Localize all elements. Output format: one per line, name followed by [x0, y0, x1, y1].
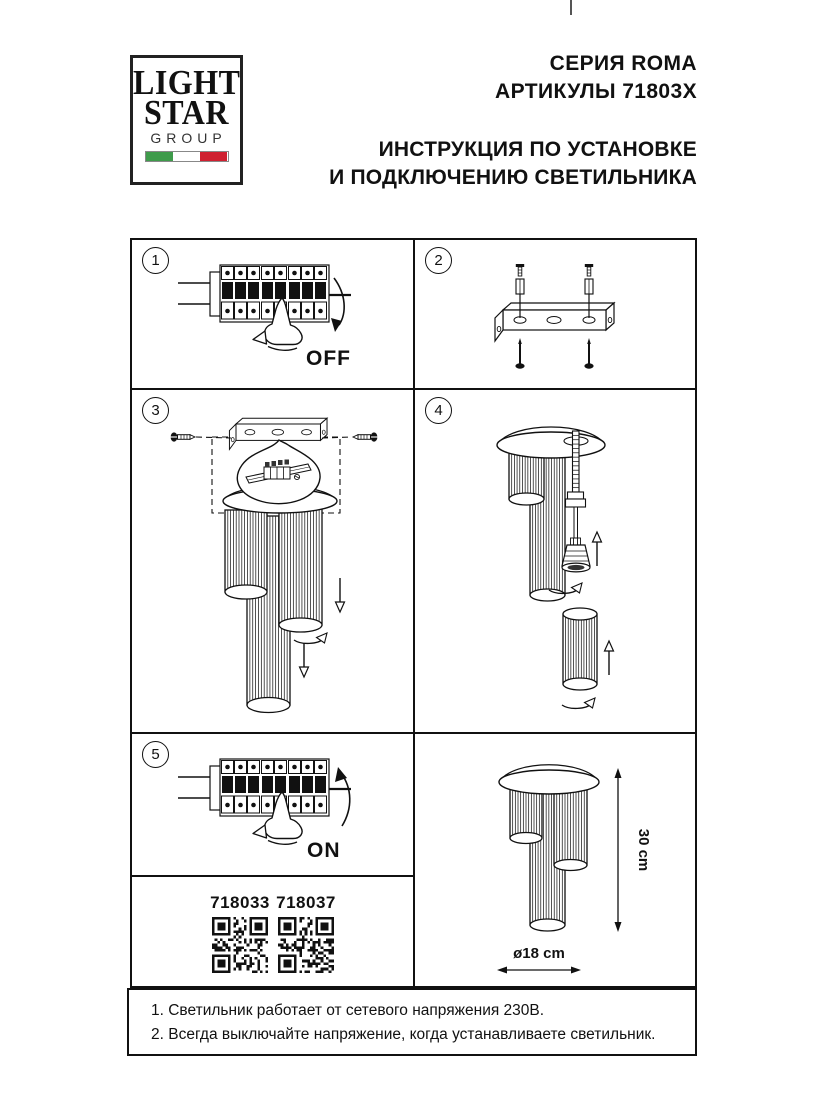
height-dimension — [615, 768, 653, 932]
circuit-breaker-drawing — [178, 265, 351, 350]
logo-text-light: LIGHT — [133, 62, 241, 102]
logo-text-star: STAR — [144, 92, 229, 132]
circuit-breaker-drawing — [178, 759, 351, 844]
note-1: 1. Светильник работает от сетевого напряжения 230В. — [151, 1002, 545, 1019]
qr-item-718033 — [209, 893, 271, 973]
wiring-zoom-balloon — [237, 440, 320, 504]
on-label: ON — [307, 839, 341, 862]
off-label: OFF — [306, 347, 351, 370]
detached-cylinder — [563, 608, 597, 690]
threaded-rod — [573, 431, 580, 492]
step-3-illustration-wiring — [132, 390, 413, 732]
canopy-rim — [497, 432, 605, 458]
step-4-illustration-lamp — [415, 390, 695, 732]
note-2: 2. Всегда выключайте напряжение, когда устанавливаете светильник. — [151, 1026, 656, 1043]
step-1-panel — [132, 240, 413, 388]
switch-up-arrow — [341, 773, 350, 826]
step-5-illustration-breaker-on — [132, 734, 413, 875]
italian-flag-stripe — [145, 151, 229, 162]
rotate-arrow-icon — [562, 698, 595, 708]
screw-right — [584, 338, 593, 369]
qr-code-image — [212, 917, 268, 973]
step-3-panel — [132, 390, 413, 732]
lightstar-logo — [130, 55, 243, 185]
qr-codes-panel — [132, 877, 413, 986]
switch-down-arrow — [334, 278, 344, 325]
header-series-block — [495, 50, 697, 106]
down-arrow-icon — [300, 643, 309, 677]
instruction-grid — [130, 238, 697, 988]
doc-title-line1: ИНСТРУКЦИЯ ПО УСТАНОВКЕ — [378, 138, 697, 161]
side-screw-left — [170, 432, 195, 441]
step-5-badge: 5 — [142, 741, 169, 768]
height-dimension-label: 30 cm — [635, 828, 652, 872]
doc-title — [329, 136, 697, 192]
lamp-socket — [566, 492, 586, 538]
qr-label: 718037 — [276, 893, 336, 912]
up-arrow-icon — [605, 641, 614, 675]
rotate-arrow-icon — [294, 633, 327, 643]
step-1-badge: 1 — [142, 247, 169, 274]
flag-green — [146, 152, 173, 161]
step-3-badge: 3 — [142, 397, 169, 424]
fixture-dimensions-illustration — [415, 734, 695, 986]
step-2-panel — [415, 240, 695, 388]
gu10-lamp — [562, 538, 590, 572]
step-2-illustration-bracket — [415, 240, 695, 388]
notes-box — [127, 988, 697, 1056]
step-4-badge: 4 — [425, 397, 452, 424]
step-2-badge: 2 — [425, 247, 452, 274]
diameter-dimension-label: ø18 cm — [513, 945, 565, 962]
cylinder-left — [225, 510, 267, 599]
side-screw-right — [353, 432, 378, 441]
up-arrow-icon — [593, 532, 602, 566]
cylinder-right — [279, 508, 322, 632]
flag-white — [173, 152, 200, 161]
flag-red — [200, 152, 227, 161]
articles-title: АРТИКУЛЫ 71803X — [495, 80, 697, 103]
logo-text-group: GROUP — [150, 130, 227, 146]
dimensions-panel — [415, 734, 695, 986]
step-1-illustration-breaker-off — [132, 240, 413, 388]
qr-item-718037 — [275, 893, 337, 973]
scan-artifact — [570, 0, 572, 15]
switch-down-arrowhead — [331, 318, 342, 332]
canopy-rim — [499, 770, 599, 794]
step-4-panel — [415, 390, 695, 732]
mounting-bracket-drawing — [495, 303, 614, 341]
screw-left — [515, 338, 524, 369]
down-arrow-icon — [336, 578, 345, 612]
qr-code-image — [278, 917, 334, 973]
diameter-dimension — [497, 945, 581, 974]
qr-label: 718033 — [210, 893, 270, 912]
step-5-panel — [132, 734, 413, 875]
series-title: СЕРИЯ ROMA — [549, 52, 697, 75]
doc-title-line2: И ПОДКЛЮЧЕНИЮ СВЕТИЛЬНИКА — [329, 166, 697, 189]
